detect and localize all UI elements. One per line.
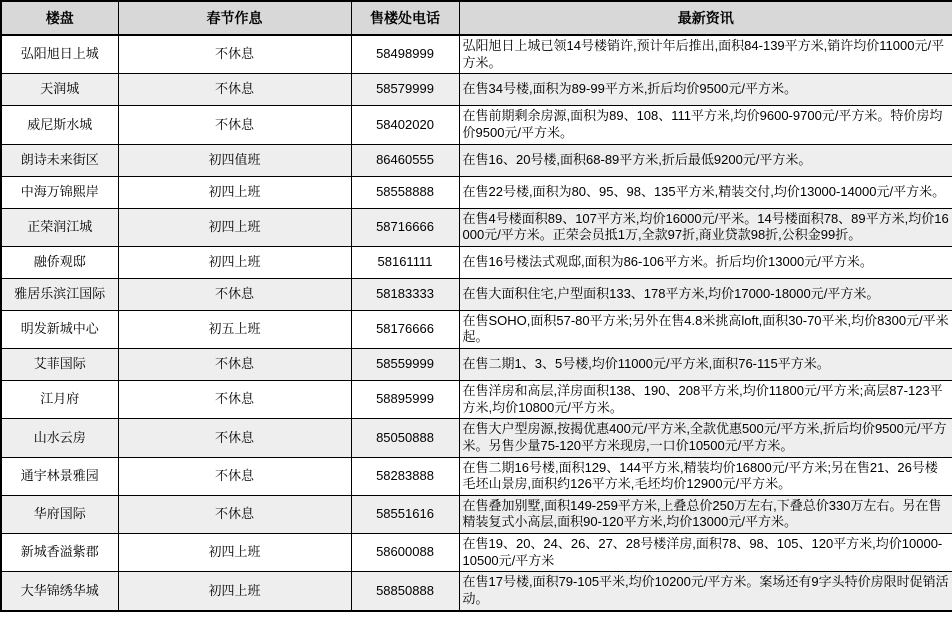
table-row: [1, 106, 952, 144]
news-cell: 在售16号楼法式观邸,面积为86-106平方米。折后均价13000元/平方米。: [459, 246, 952, 278]
table-row: [1, 176, 952, 208]
property-name-cell: 艾菲国际: [1, 349, 118, 381]
news-cell: 在售二期1、3、5号楼,均价11000元/平方米,面积76-115平方米。: [459, 349, 952, 381]
property-name-cell: 正荣润江城: [1, 208, 118, 246]
phone-cell: 85050888: [351, 419, 459, 457]
schedule-cell: 初四值班: [118, 144, 351, 176]
property-name-cell: 华府国际: [1, 495, 118, 533]
schedule-cell: 不休息: [118, 106, 351, 144]
phone-cell: 58600088: [351, 534, 459, 572]
property-name-cell: 朗诗未来街区: [1, 144, 118, 176]
news-cell: 在售二期16号楼,面积129、144平方米,精装均价16800元/平方米;另在售21、26号楼毛坯山景房,面积约126平方米,毛坯均价12900元/平方米。: [459, 457, 952, 495]
news-cell: 在售SOHO,面积57-80平方米;另外在售4.8米挑高loft,面积30-70平米,均价8300元/平米起。: [459, 310, 952, 348]
phone-cell: 58558888: [351, 176, 459, 208]
property-name-cell: 雅居乐滨江国际: [1, 278, 118, 310]
phone-cell: 58716666: [351, 208, 459, 246]
property-name-cell: 通宇林景雅园: [1, 457, 118, 495]
schedule-cell: 初四上班: [118, 176, 351, 208]
table-row: [1, 419, 952, 457]
property-name-cell: 江月府: [1, 381, 118, 419]
phone-cell: 58283888: [351, 457, 459, 495]
schedule-cell: 不休息: [118, 457, 351, 495]
schedule-cell: 初四上班: [118, 572, 351, 611]
phone-cell: 58559999: [351, 349, 459, 381]
schedule-cell: 不休息: [118, 419, 351, 457]
phone-cell: 58551616: [351, 495, 459, 533]
property-name-cell: 弘阳旭日上城: [1, 35, 118, 74]
table-row: [1, 35, 952, 74]
table-row: [1, 74, 952, 106]
news-cell: 在售19、20、24、26、27、28号楼洋房,面积78、98、105、120平方米,均价10000-10500元/平方米: [459, 534, 952, 572]
phone-cell: 86460555: [351, 144, 459, 176]
table-row: [1, 310, 952, 348]
schedule-cell: 初四上班: [118, 534, 351, 572]
phone-cell: 58498999: [351, 35, 459, 74]
news-cell: 在售17号楼,面积79-105平米,均价10200元/平方米。案场还有9字头特价房限时促销活动。: [459, 572, 952, 611]
schedule-cell: 初五上班: [118, 310, 351, 348]
news-cell: 在售34号楼,面积为89-99平方米,折后均价9500元/平方米。: [459, 74, 952, 106]
phone-cell: 58579999: [351, 74, 459, 106]
news-cell: 在售4号楼面积89、107平方米,均价16000元/平米。14号楼面积78、89平方米,均价16000元/平方米。正荣会员抵1万,全款97折,商业贷款98折,公积金99折。: [459, 208, 952, 246]
news-cell: 在售16、20号楼,面积68-89平方米,折后最低9200元/平方米。: [459, 144, 952, 176]
table-row: [1, 278, 952, 310]
property-name-cell: 大华锦绣华城: [1, 572, 118, 611]
news-cell: 在售前期剩余房源,面积为89、108、111平方米,均价9600-9700元/平方米。特价房均价9500元/平方米。: [459, 106, 952, 144]
property-name-cell: 新城香溢紫郡: [1, 534, 118, 572]
column-header-property: 楼盘: [1, 1, 118, 35]
schedule-cell: 不休息: [118, 349, 351, 381]
schedule-cell: 不休息: [118, 278, 351, 310]
news-cell: 在售22号楼,面积为80、95、98、135平方米,精装交付,均价13000-14000元/平方米。: [459, 176, 952, 208]
phone-cell: 58402020: [351, 106, 459, 144]
property-name-cell: 明发新城中心: [1, 310, 118, 348]
table-row: [1, 144, 952, 176]
table-row: [1, 457, 952, 495]
property-name-cell: 天润城: [1, 74, 118, 106]
schedule-cell: 不休息: [118, 381, 351, 419]
phone-cell: 58161111: [351, 246, 459, 278]
table-row: [1, 381, 952, 419]
news-cell: 在售洋房和高层,洋房面积138、190、208平方米,均价11800元/平方米;高层87-123平方米,均价10800元/平方米。: [459, 381, 952, 419]
table-row: [1, 572, 952, 611]
phone-cell: 58895999: [351, 381, 459, 419]
news-cell: 在售叠加别墅,面积149-259平方米,上叠总价250万左右,下叠总价330万左右。另在售精装复式小高层,面积90-120平方米,均价13000元/平方米。: [459, 495, 952, 533]
column-header-schedule: 春节作息: [118, 1, 351, 35]
table-row: [1, 495, 952, 533]
table-row: [1, 246, 952, 278]
news-cell: 在售大户型房源,按揭优惠400元/平方米,全款优惠500元/平方米,折后均价9500元/平方米。另售少量75-120平方米现房,一口价10500元/平方米。: [459, 419, 952, 457]
schedule-cell: 不休息: [118, 495, 351, 533]
table-row: [1, 349, 952, 381]
column-header-news: 最新资讯: [459, 1, 952, 35]
schedule-cell: 不休息: [118, 35, 351, 74]
property-name-cell: 中海万锦熙岸: [1, 176, 118, 208]
news-cell: 在售大面积住宅,户型面积133、178平方米,均价17000-18000元/平方米。: [459, 278, 952, 310]
property-name-cell: 威尼斯水城: [1, 106, 118, 144]
column-header-phone: 售楼处电话: [351, 1, 459, 35]
schedule-cell: 初四上班: [118, 208, 351, 246]
property-name-cell: 山水云房: [1, 419, 118, 457]
table-row: [1, 208, 952, 246]
news-cell: 弘阳旭日上城已领14号楼销许,预计年后推出,面积84-139平方米,销许均价11000元/平方米。: [459, 35, 952, 74]
phone-cell: 58850888: [351, 572, 459, 611]
phone-cell: 58183333: [351, 278, 459, 310]
property-name-cell: 融侨观邸: [1, 246, 118, 278]
header-row: [1, 1, 952, 35]
schedule-cell: 初四上班: [118, 246, 351, 278]
phone-cell: 58176666: [351, 310, 459, 348]
schedule-cell: 不休息: [118, 74, 351, 106]
table-row: [1, 534, 952, 572]
